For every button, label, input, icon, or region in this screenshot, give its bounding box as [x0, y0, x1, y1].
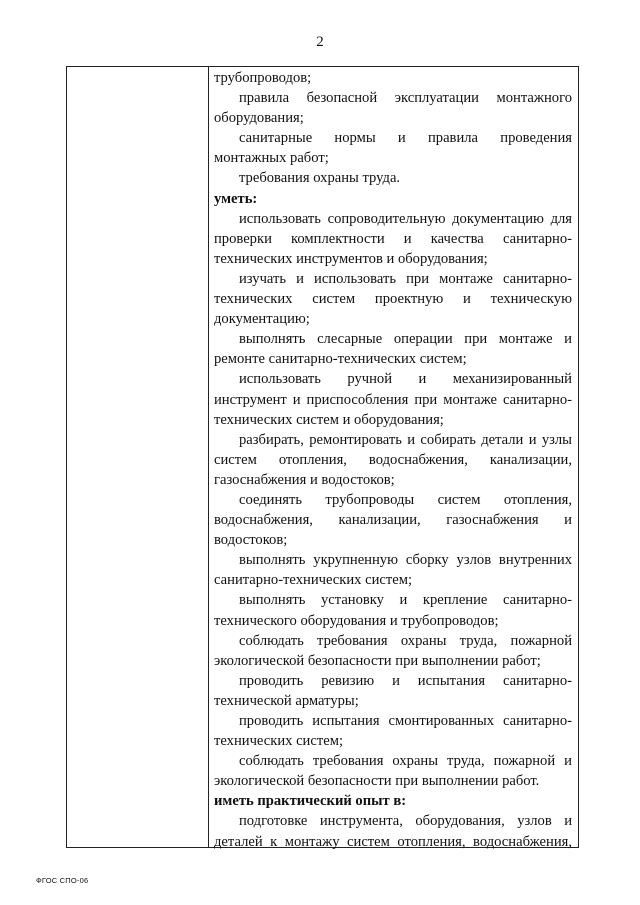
paragraph: санитарные нормы и правила проведения монтажных работ;: [214, 130, 572, 167]
paragraph: требования охраны труда.: [239, 170, 401, 187]
paragraph: выполнять укрупненную сборку узлов внутренних санитарно-технических систем;: [214, 552, 572, 589]
paragraph: использовать сопроводительную документацию для проверки комплектности и качества санитарно-технических инструментов и оборудования;: [214, 210, 572, 267]
document-footer: ФГОС СПО-06: [36, 876, 89, 885]
competency-text-cell: [214, 68, 572, 852]
content-table: [66, 66, 579, 848]
paragraph: соблюдать требования охраны труда, пожарной экологической безопасности при выполнении работ;: [214, 632, 572, 669]
paragraph: изучать и использовать при монтаже санитарно-технических систем проектную и техническую документацию;: [214, 270, 572, 328]
paragraph: выполнять установку и крепление санитарно-технического оборудования и трубопроводов;: [214, 592, 572, 629]
paragraph: соединять трубопроводы систем отопления, водоснабжения, канализации, газоснабжения и водостоков;: [214, 491, 572, 549]
paragraph: подготовке инструмента, оборудования, узлов и деталей к монтажу систем отопления, водоснабжения,: [214, 813, 572, 850]
paragraph: выполнять слесарные операции при монтаже и ремонте санитарно-технических систем;: [214, 331, 572, 368]
paragraph: проводить ревизию и испытания санитарно-технической арматуры;: [214, 672, 572, 709]
paragraph: соблюдать требования охраны труда, пожарной и экологической безопасности при выполнении работ.: [214, 753, 572, 790]
section-heading: уметь:: [214, 190, 258, 207]
page-number: 2: [316, 34, 324, 50]
paragraph: правила безопасной эксплуатации монтажного оборудования;: [214, 90, 572, 127]
section-heading: иметь практический опыт в:: [214, 793, 407, 810]
paragraph: трубопроводов;: [214, 70, 312, 86]
paragraph: разбирать, ремонтировать и собирать детали и узлы систем отопления, водоснабжения, канализации, газоснабжения и водостоков;: [214, 431, 572, 488]
paragraph: использовать ручной и механизированный инструмент и приспособления при монтаже санитарно-технических систем и оборудования;: [214, 371, 572, 428]
column-divider: [208, 67, 209, 847]
paragraph: проводить испытания смонтированных санитарно-технических систем;: [214, 713, 572, 750]
